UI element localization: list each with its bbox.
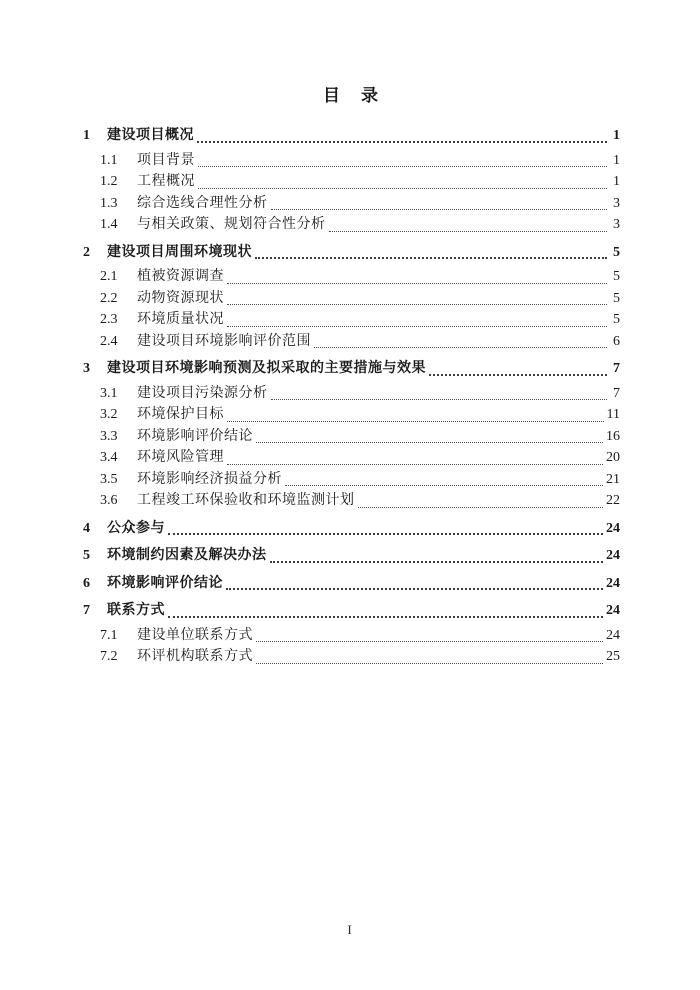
toc-entry-page: 7 xyxy=(613,361,620,376)
toc-entry-page: 16 xyxy=(606,428,620,444)
toc-entry[interactable] xyxy=(83,518,620,540)
toc-entry-number: 2 xyxy=(83,244,90,260)
toc-entry[interactable] xyxy=(83,125,620,147)
toc-entry[interactable] xyxy=(83,309,620,331)
dot-leader xyxy=(168,533,603,535)
dot-leader xyxy=(358,507,604,508)
dot-leader xyxy=(227,464,603,465)
toc-entry-title: 建设项目污染源分析 xyxy=(137,385,268,401)
dot-leader xyxy=(256,442,603,443)
toc-entry[interactable] xyxy=(83,331,620,353)
toc-entry-title: 建设单位联系方式 xyxy=(137,627,253,643)
toc-entry-title: 综合选线合理性分析 xyxy=(137,195,268,211)
toc-entry[interactable] xyxy=(83,266,620,288)
dot-leader xyxy=(271,399,608,400)
toc-entry[interactable] xyxy=(83,288,620,310)
dot-leader xyxy=(227,326,607,327)
dot-leader xyxy=(198,188,607,189)
toc-entry-number: 2.3 xyxy=(100,312,118,327)
toc-entry-title: 工程竣工环保验收和环境监测计划 xyxy=(137,493,355,508)
toc-entry-page: 5 xyxy=(613,269,620,284)
toc-entry[interactable] xyxy=(83,358,620,380)
toc-entry[interactable] xyxy=(83,426,620,448)
toc-entry-number: 1.2 xyxy=(100,174,118,189)
dot-leader xyxy=(226,588,603,590)
toc-entry-number: 4 xyxy=(83,520,90,536)
toc-entry-number: 3.4 xyxy=(100,450,118,465)
dot-leader xyxy=(198,166,607,167)
toc-entry-number: 1.4 xyxy=(100,217,118,232)
toc-entry-title: 建设项目周围环境现状 xyxy=(107,244,252,260)
dot-leader xyxy=(329,231,608,232)
dot-leader xyxy=(256,663,603,664)
toc-entry-number: 7.1 xyxy=(100,627,118,643)
toc-entry-page: 22 xyxy=(606,493,620,508)
dot-leader xyxy=(168,616,603,618)
toc-entry-page: 24 xyxy=(606,548,620,563)
toc-entry-number: 7 xyxy=(83,603,90,618)
toc-entry-number: 2.2 xyxy=(100,290,118,306)
toc-entry-page: 25 xyxy=(606,649,620,664)
toc-entry[interactable] xyxy=(83,404,620,426)
toc-entry-title: 环境风险管理 xyxy=(137,450,224,465)
toc-entry-number: 7.2 xyxy=(100,649,118,664)
toc-entry-title: 建设项目环境影响评价范围 xyxy=(137,333,311,349)
footer-page-number: I xyxy=(347,922,353,937)
toc-entry-page: 6 xyxy=(613,333,620,349)
toc-entry-title: 环境制约因素及解决办法 xyxy=(107,548,267,563)
toc-entry-title: 环评机构联系方式 xyxy=(137,649,253,664)
dot-leader xyxy=(227,304,607,305)
toc-entry-number: 2.1 xyxy=(100,269,118,284)
toc-entry-title: 公众参与 xyxy=(107,520,165,536)
toc-entry-title: 与相关政策、规划符合性分析 xyxy=(137,217,326,232)
toc-entry-number: 3 xyxy=(83,361,90,376)
toc-entry[interactable] xyxy=(83,490,620,512)
toc-entry-page: 1 xyxy=(613,128,620,143)
toc-entry-title: 建设项目环境影响预测及拟采取的主要措施与效果 xyxy=(107,361,426,376)
toc-entry-number: 3.6 xyxy=(100,493,118,508)
toc-entry-title: 项目背景 xyxy=(137,152,195,168)
toc-entry[interactable] xyxy=(83,214,620,236)
toc-entry-title: 环境质量状况 xyxy=(137,312,224,327)
toc-entry[interactable] xyxy=(83,150,620,172)
toc-list xyxy=(83,125,620,668)
toc-entry[interactable] xyxy=(83,171,620,193)
toc-entry-title: 环境保护目标 xyxy=(137,407,224,422)
toc-entry[interactable] xyxy=(83,469,620,491)
toc-entry-page: 24 xyxy=(606,627,620,643)
dot-leader xyxy=(227,421,604,422)
dot-leader xyxy=(227,283,607,284)
toc-entry-number: 1.3 xyxy=(100,195,118,211)
toc-entry-page: 5 xyxy=(613,312,620,327)
toc-entry-title: 植被资源调查 xyxy=(137,269,224,284)
toc-entry-title: 动物资源现状 xyxy=(137,290,224,306)
toc-entry-title: 建设项目概况 xyxy=(107,128,194,143)
toc-entry-page: 20 xyxy=(606,450,620,465)
dot-leader xyxy=(256,641,603,642)
toc-entry[interactable] xyxy=(83,447,620,469)
toc-entry-page: 1 xyxy=(613,152,620,168)
toc-entry-page: 3 xyxy=(613,217,620,232)
toc-entry-number: 2.4 xyxy=(100,333,118,349)
toc-entry[interactable] xyxy=(83,383,620,405)
dot-leader xyxy=(270,561,604,563)
toc-entry-page: 11 xyxy=(606,407,620,422)
toc-entry-title: 环境影响评价结论 xyxy=(137,428,253,444)
toc-entry-title: 联系方式 xyxy=(107,603,165,618)
toc-entry[interactable] xyxy=(83,646,620,668)
toc-entry-number: 3.1 xyxy=(100,385,118,401)
toc-entry-page: 5 xyxy=(613,290,620,306)
toc-entry-number: 6 xyxy=(83,575,90,591)
toc-entry-page: 3 xyxy=(613,195,620,211)
toc-entry-page: 7 xyxy=(613,385,620,401)
toc-entry-page: 24 xyxy=(606,575,620,591)
toc-entry-number: 3.5 xyxy=(100,471,118,487)
toc-entry-number: 1.1 xyxy=(100,152,118,168)
toc-entry-title: 环境影响评价结论 xyxy=(107,575,223,591)
toc-entry-number: 1 xyxy=(83,128,90,143)
toc-entry[interactable] xyxy=(83,600,620,622)
dot-leader xyxy=(314,347,607,348)
toc-entry[interactable] xyxy=(83,625,620,647)
toc-entry[interactable] xyxy=(83,193,620,215)
dot-leader xyxy=(271,209,608,210)
toc-entry-page: 24 xyxy=(606,520,620,536)
toc-entry-number: 3.3 xyxy=(100,428,118,444)
toc-entry[interactable] xyxy=(83,545,620,567)
toc-entry-page: 5 xyxy=(613,244,620,260)
dot-leader xyxy=(429,374,607,376)
toc-entry[interactable] xyxy=(83,573,620,595)
toc-entry-page: 21 xyxy=(606,471,620,487)
toc-entry-title: 工程概况 xyxy=(137,174,195,189)
dot-leader xyxy=(255,257,607,259)
page-title: 目 录 xyxy=(323,86,380,105)
dot-leader xyxy=(197,141,607,143)
toc-entry-number: 3.2 xyxy=(100,407,118,422)
toc-entry-page: 24 xyxy=(606,603,620,618)
dot-leader xyxy=(285,485,603,486)
toc-entry[interactable] xyxy=(83,242,620,264)
toc-entry-number: 5 xyxy=(83,548,90,563)
toc-entry-title: 环境影响经济损益分析 xyxy=(137,471,282,487)
toc-entry-page: 1 xyxy=(613,174,620,189)
